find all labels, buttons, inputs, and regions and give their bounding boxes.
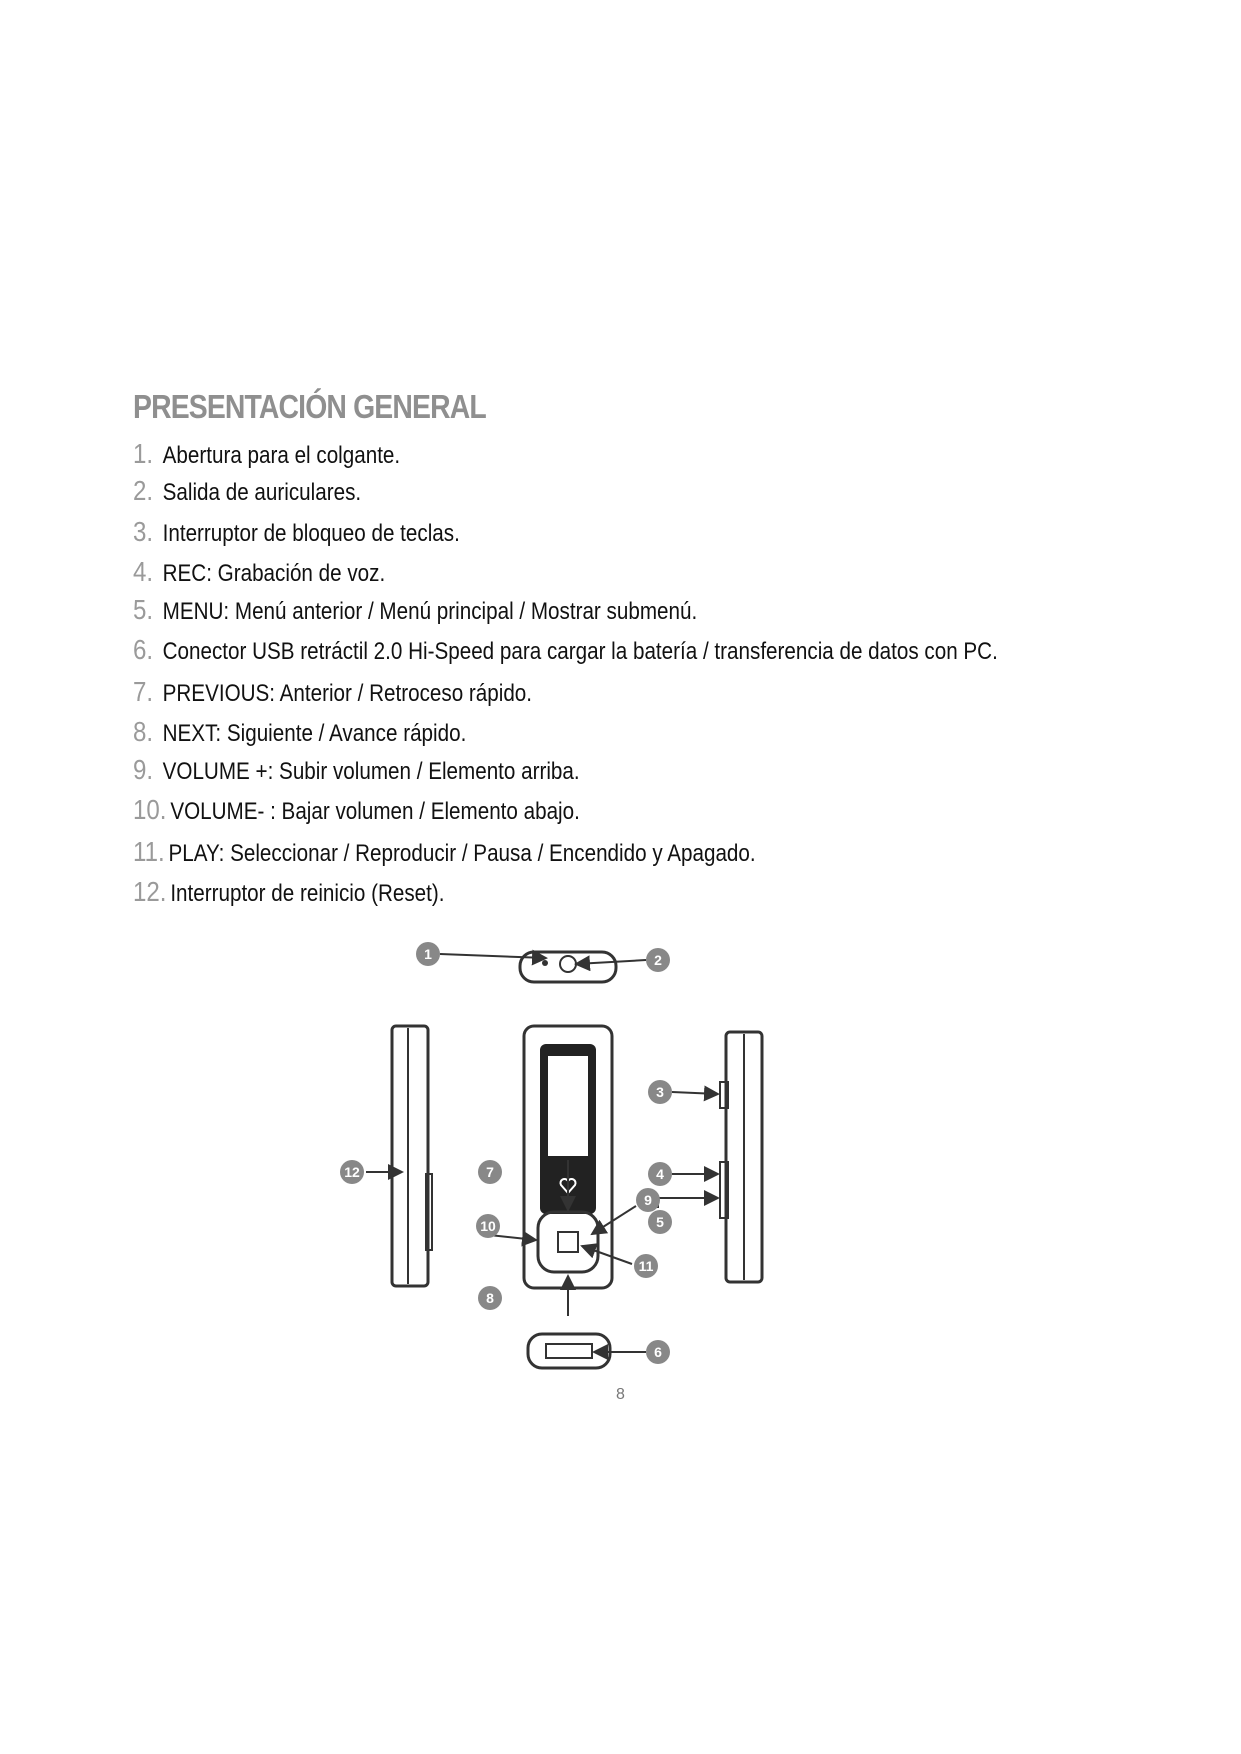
- device-diagram: [320, 940, 880, 1390]
- list-item: [133, 716, 466, 748]
- item-text: Conector USB retráctil 2.0 Hi-Speed para cargar la batería / transferencia de datos con PC.: [162, 638, 998, 665]
- list-item: [133, 794, 580, 826]
- item-number: 2.: [133, 475, 154, 506]
- list-item: [133, 556, 385, 588]
- callout-12: 12: [344, 1164, 360, 1180]
- device-front-view: [480, 1026, 636, 1316]
- page-number: 8: [616, 1386, 625, 1403]
- item-number: 12.: [133, 876, 167, 907]
- callout-11: 11: [638, 1258, 654, 1274]
- item-text: PREVIOUS: Anterior / Retroceso rápido.: [162, 680, 533, 707]
- item-text: REC: Grabación de voz.: [162, 560, 386, 587]
- callout-7: 7: [486, 1164, 494, 1180]
- item-number: 11.: [133, 836, 165, 867]
- section-title: PRESENTACIÓN GENERAL: [133, 388, 486, 425]
- callout-8: 8: [486, 1290, 494, 1306]
- callout-2: 2: [654, 952, 662, 968]
- list-item: [133, 438, 400, 470]
- item-text: Interruptor de bloqueo de teclas.: [162, 520, 460, 547]
- item-text: Abertura para el colgante.: [162, 442, 401, 469]
- list-item: [133, 676, 532, 708]
- item-text: NEXT: Siguiente / Avance rápido.: [162, 720, 467, 747]
- callout-6: 6: [654, 1344, 662, 1360]
- list-item: [133, 594, 697, 626]
- callout-4: 4: [656, 1166, 664, 1182]
- device-bottom-view: [528, 1334, 646, 1368]
- item-number: 6.: [133, 634, 154, 665]
- item-number: 7.: [133, 676, 154, 707]
- list-item: [133, 836, 756, 868]
- list-item: [133, 516, 460, 548]
- callout-1: 1: [424, 946, 432, 962]
- item-number: 4.: [133, 556, 154, 587]
- item-text: VOLUME +: Subir volumen / Elemento arriba.: [162, 758, 580, 785]
- item-number: 10.: [133, 794, 167, 825]
- device-left-view: [366, 1026, 432, 1286]
- item-text: MENU: Menú anterior / Menú principal / Mostrar submenú.: [162, 598, 698, 625]
- list-item: [133, 475, 361, 507]
- item-text: Salida de auriculares.: [162, 479, 362, 506]
- callout-9: 9: [644, 1192, 652, 1208]
- callout-3: 3: [656, 1084, 664, 1100]
- item-number: 3.: [133, 516, 154, 547]
- item-number: 1.: [133, 438, 154, 469]
- item-number: 9.: [133, 754, 154, 785]
- item-text: Interruptor de reinicio (Reset).: [170, 880, 445, 907]
- callout-10: 10: [480, 1218, 496, 1234]
- item-number: 8.: [133, 716, 154, 747]
- list-item: [133, 754, 580, 786]
- list-item: [133, 876, 444, 908]
- device-right-view: [658, 1032, 762, 1282]
- item-text: PLAY: Seleccionar / Reproducir / Pausa / Encendido y Apagado.: [168, 840, 756, 867]
- item-text: VOLUME- : Bajar volumen / Elemento abajo.: [170, 798, 580, 825]
- device-top-view: [440, 952, 646, 982]
- callout-5: 5: [656, 1214, 664, 1230]
- item-number: 5.: [133, 594, 154, 625]
- list-item: [133, 634, 998, 666]
